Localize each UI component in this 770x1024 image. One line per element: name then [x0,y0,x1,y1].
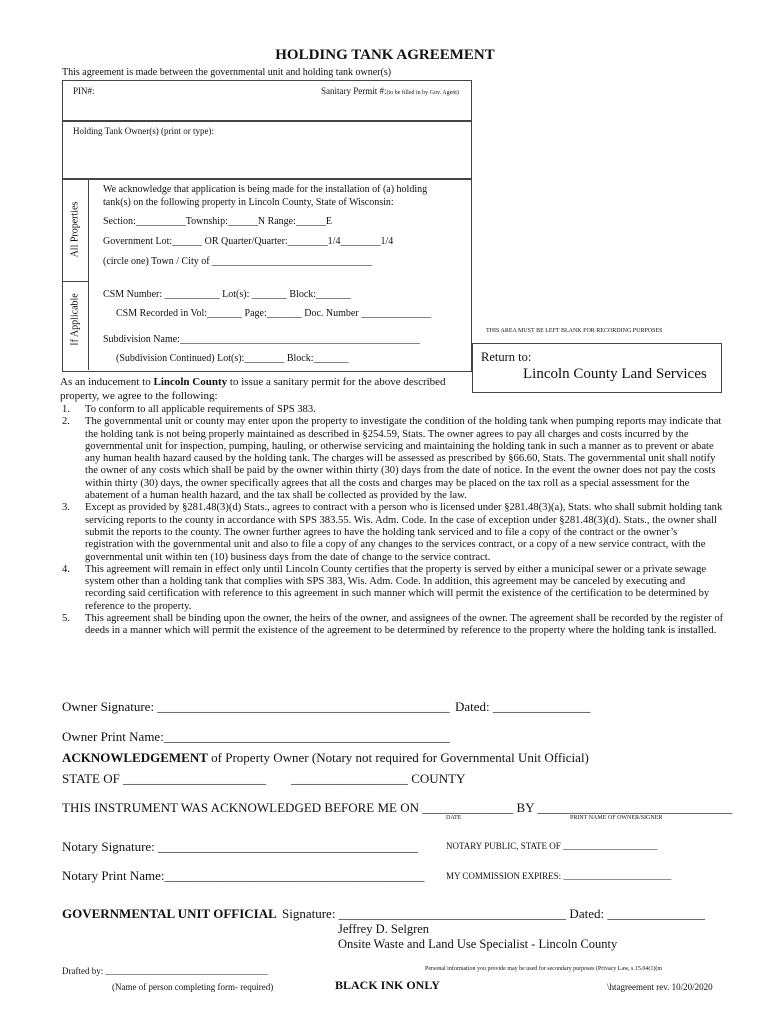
term-item [60,502,725,563]
gov-official-bold: GOVERNMENTAL UNIT OFFICIAL [62,906,277,921]
instrument-acknowledged-field[interactable]: THIS INSTRUMENT WAS ACKNOWLEDGED BEFORE ME ON ______________ BY ______________________________ [62,800,733,815]
owner-signature-field[interactable]: Owner Signature: _____________________________________________ [62,699,450,714]
town-city-field[interactable]: (circle one) Town / City of ________________________________ [103,256,373,267]
acknowledgement-heading [62,750,589,766]
commission-expires-field[interactable]: MY COMMISSION EXPIRES: ________________________ [446,871,672,881]
owners-label-text: Holding Tank Owner(s) [73,126,159,136]
term-number: 3. [62,502,70,514]
owner-dated-field[interactable]: Dated: _______________ [455,699,591,714]
county-field[interactable]: __________________ COUNTY [291,771,466,786]
term-item [60,416,725,502]
term-text: This agreement shall be binding upon the owner, the heirs of the owner, and assignees of the owner. The agreement shall be recorded by the register of deeds in a manner which will permit the existence of the agreement to be determined by reference to the property where the holding tank is installed. [85,613,724,637]
form-revision: \htagreement rev. 10/20/2020 [607,982,713,992]
page-title: HOLDING TANK AGREEMENT [275,47,495,63]
return-to-label: Return to: [481,350,532,364]
black-ink-notice: BLACK INK ONLY [335,978,440,992]
term-item [60,564,725,613]
notary-public-state-field[interactable]: NOTARY PUBLIC, STATE OF _____________________ [446,841,658,851]
sanitary-permit-label: Sanitary Permit #: [321,86,387,96]
ack-line-1: We acknowledge that application is being made for the installation of (a) holding [103,184,428,195]
csm-number-field[interactable]: CSM Number: ___________ Lot(s): _______ Block:_______ [103,289,352,300]
print-name-caption: PRINT NAME OF OWNER/SIGNER [570,815,663,821]
term-number: 1. [62,404,70,415]
acknowledgement-rest: of Property Owner (Notary not required for Governmental Unit Official) [207,750,589,765]
inducement-county: Lincoln County [153,376,228,388]
sanitary-permit-note: (to be filled in by Gov. Agent) [386,90,459,96]
term-text: The governmental unit or county may enter upon the property to investigate the condition of the holding tank when pumping reports may indicate that the holding tank is not being properly maintained as described in §254.59, Stats. The owner agrees to pay all charges and costs incurred by the governmental unit for inspection, pumping, hauling, or otherwise servicing and maintaining the holding tank in such a manner as to prevent or abate any human health hazard caused by the holding tank. The charges will be assessed as prescribed by §66.60, Stats. The governmental unit shall notify the owner of any costs which shall be paid by the owner within thirty (30) days from the date of notice. In the event the owner does not pay the costs within thirty (30) days, the owner specifically agrees that all the costs and charges may be placed on the tax roll as a special assessment for the abatement of a human health hazard, and the tax shall be collected as provided by the law. [85,416,722,502]
owner-print-name-field[interactable]: Owner Print Name:____________________________________________ [62,729,450,744]
notary-print-name-field[interactable]: Notary Print Name:________________________________________ [62,868,425,883]
state-of-field[interactable]: STATE OF ______________________ [62,771,267,786]
term-item [60,613,725,638]
inducement-post: to issue a sanitary permit for the above described [227,376,446,388]
term-number: 2. [62,416,70,428]
drafted-by-caption: (Name of person completing form- required) [112,982,274,992]
notary-signature-field[interactable]: Notary Signature: ________________________________________ [62,839,419,854]
gov-official-line [62,906,277,922]
drafted-by-field[interactable]: Drafted by: ____________________________________ [62,966,268,976]
pin-label: PIN#: [73,86,95,96]
date-caption: DATE [446,815,462,821]
inducement-line-2: property, we agree to the following: [60,390,218,402]
if-applicable-label: If Applicable [69,293,81,346]
term-item [60,404,725,416]
owners-label [73,126,214,136]
owners-note: (print or type): [160,126,214,136]
terms-list [60,404,725,638]
term-text: Except as provided by §281.48(3)(d) Stats., agrees to contract with a person who is licensed under §281.48(3)(a), Stats. who shall submit holding tank servicing reports to the county in accordance with SPS 383.55. Wis. Adm. Code. In the case of exception under §281.48(3)(d). Stats., the owner shall submit the reports to the county. The owner further agrees to have the holding tank serviced and to file a copy of the contract or the owner’s registration with the governmental unit and also to file a copy of any changes to the services contract, or a copy of a new service contract, with the governmental unit within ten (10) business days from the date of change to the service contract. [85,502,723,563]
intro-text: This agreement is made between the governmental unit and holding tank owner(s) [62,67,392,78]
government-lot-field[interactable]: Government Lot:______ OR Quarter/Quarter:________1/4________1/4 [103,236,394,247]
ack-line-2: tank(s) on the following property in Lincoln County, State of Wisconsin: [103,197,394,208]
term-number: 5. [62,613,70,625]
official-name: Jeffrey D. Selgren [338,922,430,936]
term-number: 4. [62,563,70,575]
section-field[interactable]: Section:__________Township:______N Range:______E [103,216,333,227]
return-to-value: Lincoln County Land Services [523,366,707,382]
gov-official-signature-field[interactable]: Signature: ___________________________________ Dated: _______________ [282,906,705,921]
blank-area-note: THIS AREA MUST BE LEFT BLANK FOR RECORDING PURPOSES [486,328,663,334]
term-text: This agreement will remain in effect only until Lincoln County certifies that the property is served by either a municipal sewer or a private sewage system other than a holding tank that complies with SPS 383, Wis. Adm. Code. In addition, this agreement may be canceled by executing and recording said certification with reference to this agreement in such manner which will permit the existence of the certification to be determined by reference to the property. [85,563,710,612]
label-column-divider [88,178,89,370]
privacy-note: Personal information you provide may be used for secondary purposes (Privacy Law, s.15.04(1)(m [425,966,663,972]
all-properties-label: All Properties [69,201,81,258]
acknowledgement-bold: ACKNOWLEDGEMENT [62,750,208,765]
subdivision-continued-field[interactable]: (Subdivision Continued) Lot(s):________ Block:_______ [116,353,349,364]
inducement-line-1 [60,376,446,388]
inducement-pre: As an inducement to [60,376,154,388]
csm-recorded-field[interactable]: CSM Recorded in Vol:_______ Page:_______ Doc. Number ______________ [116,308,432,319]
official-title: Onsite Waste and Land Use Specialist - Lincoln County [338,937,618,951]
sanitary-permit [321,86,459,96]
term-text: To conform to all applicable requirements of SPS 383. [85,404,316,415]
subdivision-name-field[interactable]: Subdivision Name:________________________________________________ [103,334,420,345]
